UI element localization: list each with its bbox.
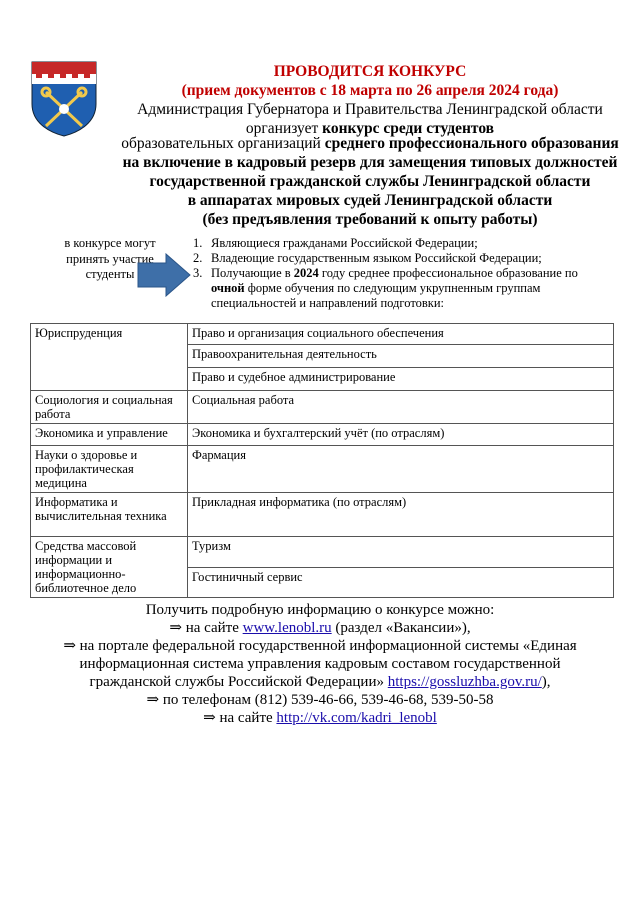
contest-students-text: конкурс среди студентов	[322, 120, 495, 137]
table-row	[31, 391, 614, 424]
specialty-cell: Экономика и бухгалтерский учёт (по отраслям)	[188, 424, 614, 446]
table-row	[31, 537, 614, 568]
arrow-icon: ⇒	[63, 638, 76, 654]
leningrad-oblast-coat-of-arms-icon	[30, 60, 98, 138]
announcement-subheader	[110, 134, 630, 229]
organizations-text: образовательных организаций	[121, 135, 325, 152]
vk-text: на сайте	[219, 710, 277, 726]
contact-phone-line	[30, 691, 610, 709]
group-cell: Юриспруденция	[31, 324, 188, 391]
requirement-item	[193, 251, 613, 266]
phone-text: по телефонам (812) 539-46-66, 539-46-68, 539-50-58	[162, 692, 494, 708]
portal-text: на портале федеральной государственной информационной системы «Единая	[79, 638, 577, 654]
group-cell: Средства массовой информации и информационно-библиотечное дело	[31, 537, 188, 598]
portal-text: гражданской службы Российской Федерации»	[89, 674, 388, 690]
announcement-title: ПРОВОДИТСЯ КОНКУРС	[273, 63, 467, 80]
specialty-cell: Правоохранительная деятельность	[188, 345, 614, 368]
vk-link[interactable]: http://vk.com/kadri_lenobl	[276, 710, 437, 726]
requirement-number: 2.	[193, 251, 203, 265]
arrow-icon: ⇒	[146, 692, 160, 708]
specialties-table	[30, 323, 614, 598]
right-arrow-icon	[136, 253, 192, 297]
table-row	[31, 446, 614, 493]
requirement-number: 3.	[193, 266, 203, 280]
spo-text: среднего профессионального образования	[324, 135, 619, 152]
requirement-item	[193, 236, 613, 251]
requirement-text: Владеющие государственным языком Российской Федерации;	[211, 251, 542, 265]
portal-text-line3	[30, 673, 610, 691]
organizes-text: организует	[245, 120, 323, 137]
requirement-item	[193, 266, 613, 311]
specialty-cell: Право и судебное администрирование	[188, 368, 614, 391]
requirement-year: 2024	[293, 266, 319, 280]
eligible-participants-label: в конкурсе могут принять участие студенты	[64, 236, 156, 281]
reserve-line: на включение в кадровый резерв для замещения типовых должностей	[122, 154, 618, 171]
no-experience-line: (без предъявления требований к опыту работы)	[202, 211, 538, 228]
specialty-cell: Фармация	[188, 446, 614, 493]
contact-info	[30, 601, 610, 727]
specialty-cell: Прикладная информатика (по отраслям)	[188, 493, 614, 537]
requirement-text: форме обучения по следующим укрупненным группам специальностей и направлений подготовки:	[211, 281, 541, 310]
portal-text-line2: информационная система управления кадровым составом государственной	[79, 656, 561, 672]
site-section-text: (раздел «Вакансии»),	[331, 620, 471, 636]
table-row	[31, 424, 614, 446]
requirement-full-time: очной	[211, 281, 245, 295]
requirement-number: 1.	[193, 236, 203, 250]
group-cell: Социология и социальная работа	[31, 391, 188, 424]
gossluzhba-link[interactable]: https://gossluzhba.gov.ru/	[387, 674, 542, 690]
group-cell: Информатика и вычислительная техника	[31, 493, 188, 537]
lenobl-link[interactable]: www.lenobl.ru	[242, 620, 332, 636]
contact-intro: Получить подробную информацию о конкурсе можно:	[145, 602, 495, 618]
civil-service-line: государственной гражданской службы Ленинградской области	[149, 173, 591, 190]
portal-post-text: ),	[541, 674, 551, 690]
requirement-text: Получающие в	[211, 266, 294, 280]
contact-portal-line	[30, 637, 610, 655]
specialty-cell: Социальная работа	[188, 391, 614, 424]
requirement-text: Являющиеся гражданами Российской Федерации;	[211, 236, 478, 250]
requirement-text: году среднее профессиональное образование по	[318, 266, 578, 280]
announcement-dates: (прием документов с 18 марта по 26 апреля 2024 года)	[181, 82, 559, 99]
judges-line: в аппаратах мировых судей Ленинградской области	[187, 192, 553, 209]
group-cell: Экономика и управление	[31, 424, 188, 446]
specialty-cell: Туризм	[188, 537, 614, 568]
group-cell: Науки о здоровье и профилактическая медицина	[31, 446, 188, 493]
eligibility-requirements-list	[193, 236, 613, 311]
arrow-icon: ⇒	[203, 710, 216, 726]
table-row	[31, 324, 614, 345]
specialty-cell: Гостиничный сервис	[188, 567, 614, 598]
arrow-icon: ⇒	[169, 620, 182, 636]
announcement-header	[110, 62, 630, 138]
contact-site-line	[30, 619, 610, 637]
specialty-cell: Право и организация социального обеспечения	[188, 324, 614, 345]
site-text: на сайте	[185, 620, 243, 636]
table-row	[31, 493, 614, 537]
organizations-line	[110, 134, 630, 153]
contact-vk-line	[30, 709, 610, 727]
organizer-line: Администрация Губернатора и Правительства Ленинградской области	[137, 101, 603, 118]
